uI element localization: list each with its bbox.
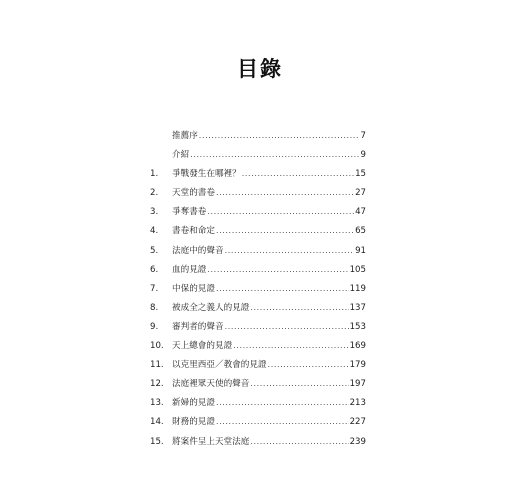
- dot-leader: [268, 355, 349, 374]
- toc-entry: [150, 355, 366, 374]
- page-number: 119: [349, 283, 366, 294]
- dot-leader: [216, 279, 349, 298]
- toc-entry: [150, 412, 366, 431]
- page-number: 65: [355, 226, 366, 237]
- table-of-contents: [150, 126, 366, 451]
- dot-leader: [216, 183, 354, 202]
- chapter-title: 血的見證: [172, 264, 207, 275]
- chapter-number: 4.: [150, 226, 159, 237]
- chapter-number: 9.: [150, 321, 159, 332]
- page-number: 213: [349, 398, 366, 409]
- toc-entry: [150, 260, 366, 279]
- chapter-title: 爭奪書卷: [172, 207, 207, 218]
- dot-leader: [250, 298, 348, 317]
- chapter-title: 新婦的見證: [172, 398, 215, 409]
- page-number: 105: [349, 264, 366, 275]
- toc-entry: [150, 336, 366, 355]
- chapter-title: 天堂的書卷: [172, 188, 215, 199]
- dot-leader: [250, 432, 348, 451]
- dot-leader: [199, 126, 360, 145]
- page-number: 197: [349, 379, 366, 390]
- toc-entry: [150, 279, 366, 298]
- chapter-number: 13.: [150, 398, 164, 409]
- chapter-title: 爭戰發生在哪裡？: [172, 169, 241, 180]
- toc-entry: [150, 145, 366, 164]
- chapter-number: 12.: [150, 379, 164, 390]
- dot-leader: [250, 374, 348, 393]
- page-number: 91: [355, 245, 366, 256]
- chapter-title: 審判者的聲音: [172, 321, 224, 332]
- page-title: 目錄: [237, 56, 283, 81]
- chapter-title: 財務的見證: [172, 417, 215, 428]
- chapter-number: 5.: [150, 245, 159, 256]
- page-number: 179: [349, 360, 366, 371]
- page-number: 227: [349, 417, 366, 428]
- chapter-title: 中保的見證: [172, 283, 215, 294]
- chapter-number: 6.: [150, 264, 159, 275]
- toc-entry: [150, 164, 366, 183]
- dot-leader: [207, 260, 348, 279]
- chapter-title: 被成全之義人的見證: [172, 302, 250, 313]
- toc-entry: [150, 393, 366, 412]
- dot-leader: [225, 241, 354, 260]
- chapter-number: 8.: [150, 302, 159, 313]
- chapter-title: 法庭中的聲音: [172, 245, 224, 256]
- chapter-title: 將案件呈上天堂法庭: [172, 436, 250, 447]
- chapter-number: 7.: [150, 283, 159, 294]
- chapter-title: 法庭裡眾天使的聲音: [172, 379, 250, 390]
- chapter-number: 2.: [150, 188, 159, 199]
- toc-entry: [150, 432, 366, 451]
- dot-leader: [216, 221, 354, 240]
- chapter-number: 1.: [150, 169, 159, 180]
- page-number: 153: [349, 321, 366, 332]
- toc-entry: [150, 317, 366, 336]
- page-number: 9: [360, 150, 366, 161]
- chapter-title: 介紹: [172, 150, 190, 161]
- chapter-title: 書卷和命定: [172, 226, 215, 237]
- toc-entry: [150, 183, 366, 202]
- chapter-title: 天上總會的見證: [172, 341, 233, 352]
- dot-leader: [233, 336, 348, 355]
- toc-entry: [150, 202, 366, 221]
- dot-leader: [242, 164, 354, 183]
- dot-leader: [190, 145, 359, 164]
- page-number: 7: [360, 131, 366, 141]
- page-number: 169: [349, 341, 366, 352]
- toc-entry: [150, 126, 366, 145]
- chapter-number: 14.: [150, 417, 164, 428]
- chapter-number: 3.: [150, 207, 159, 218]
- chapter-number: 15.: [150, 436, 164, 447]
- toc-entry: [150, 221, 366, 240]
- page-number: 27: [355, 188, 366, 199]
- page-number: 15: [355, 169, 366, 180]
- chapter-number: 10.: [150, 341, 164, 352]
- chapter-title: 推薦序: [172, 131, 198, 141]
- dot-leader: [216, 393, 349, 412]
- toc-entry: [150, 298, 366, 317]
- page-number: 137: [349, 302, 366, 313]
- page-number: 47: [355, 207, 366, 218]
- dot-leader: [207, 202, 354, 221]
- dot-leader: [216, 412, 349, 431]
- dot-leader: [225, 317, 349, 336]
- page-number: 239: [349, 436, 366, 447]
- toc-entry: [150, 241, 366, 260]
- toc-entry: [150, 374, 366, 393]
- chapter-number: 11.: [150, 360, 164, 371]
- chapter-title: 以克里西亞／教會的見證: [172, 360, 267, 371]
